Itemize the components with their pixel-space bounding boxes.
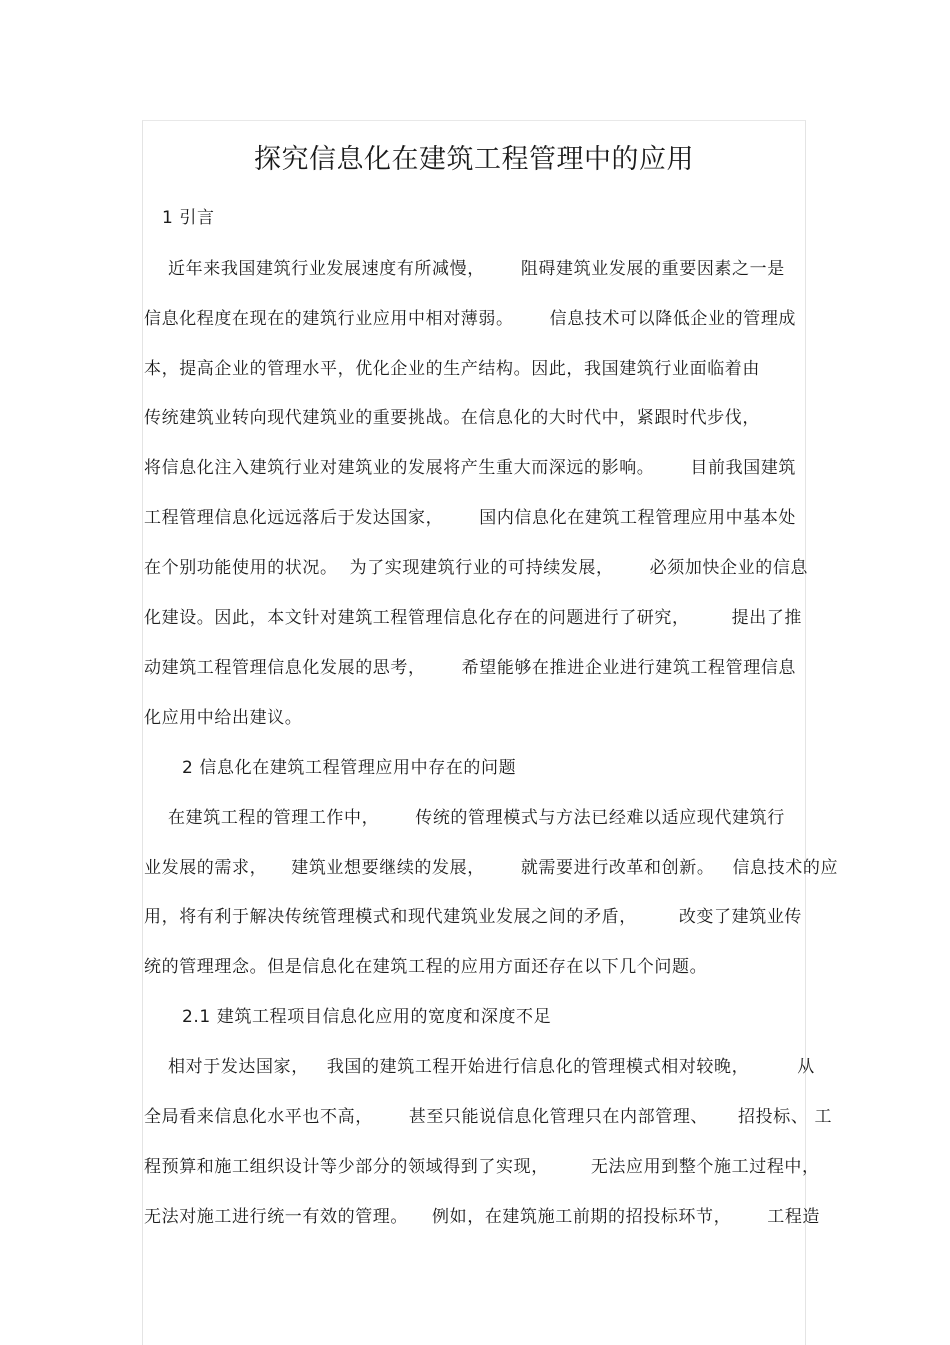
paragraph-line: 用，将有利于解决传统管理模式和现代建筑业发展之间的矛盾， 改变了建筑业传 [144, 907, 803, 927]
paragraph-line: 动建筑工程管理信息化发展的思考， 希望能够在推进企业进行建筑工程管理信息 [144, 658, 797, 678]
subsection-heading: 2.1 建筑工程项目信息化应用的宽度和深度不足 [182, 1007, 552, 1027]
paragraph-line: 传统建筑业转向现代建筑业的重要挑战。在信息化的大时代中，紧跟时代步伐， [144, 408, 760, 428]
paragraph-line: 业发展的需求， 建筑业想要继续的发展， 就需要进行改革和创新。 信息技术的应 [144, 858, 839, 878]
paragraph-line: 本，提高企业的管理水平，优化企业的生产结构。因此，我国建筑行业面临着由 [144, 359, 760, 379]
section-heading-intro: 1 引言 [162, 208, 215, 228]
paragraph-line: 在建筑工程的管理工作中， 传统的管理模式与方法已经难以适应现代建筑行 [144, 808, 785, 828]
paragraph-line: 化建设。因此，本文针对建筑工程管理信息化存在的问题进行了研究， 提出了推 [144, 608, 803, 628]
paragraph-line: 工程管理信息化远远落后于发达国家， 国内信息化在建筑工程管理应用中基本处 [144, 508, 797, 528]
paragraph-line: 无法对施工进行统一有效的管理。 例如，在建筑施工前期的招投标环节， 工程造 [144, 1207, 821, 1227]
paragraph-line: 统的管理理念。但是信息化在建筑工程的应用方面还存在以下几个问题。 [144, 957, 708, 977]
paragraph-line: 程预算和施工组织设计等少部分的领域得到了实现， 无法应用到整个施工过程中， [144, 1157, 820, 1177]
paragraph-line: 信息化程度在现在的建筑行业应用中相对薄弱。 信息技术可以降低企业的管理成 [144, 309, 797, 329]
document-title: 探究信息化在建筑工程管理中的应用 [254, 144, 694, 175]
section-heading-problems: 2 信息化在建筑工程管理应用中存在的问题 [182, 758, 517, 778]
paragraph-line: 近年来我国建筑行业发展速度有所减慢， 阻碍建筑业发展的重要因素之一是 [144, 259, 785, 279]
paragraph-line: 相对于发达国家， 我国的建筑工程开始进行信息化的管理模式相对较晚， 从 [144, 1057, 815, 1077]
paragraph-line: 将信息化注入建筑行业对建筑业的发展将产生重大而深远的影响。 目前我国建筑 [144, 458, 797, 478]
paragraph-line: 化应用中给出建议。 [144, 708, 303, 728]
paragraph-line: 全局看来信息化水平也不高， 甚至只能说信息化管理只在内部管理、 招投标、 工 [144, 1107, 833, 1127]
paragraph-line: 在个别功能使用的状况。 为了实现建筑行业的可持续发展， 必须加快企业的信息 [144, 558, 809, 578]
